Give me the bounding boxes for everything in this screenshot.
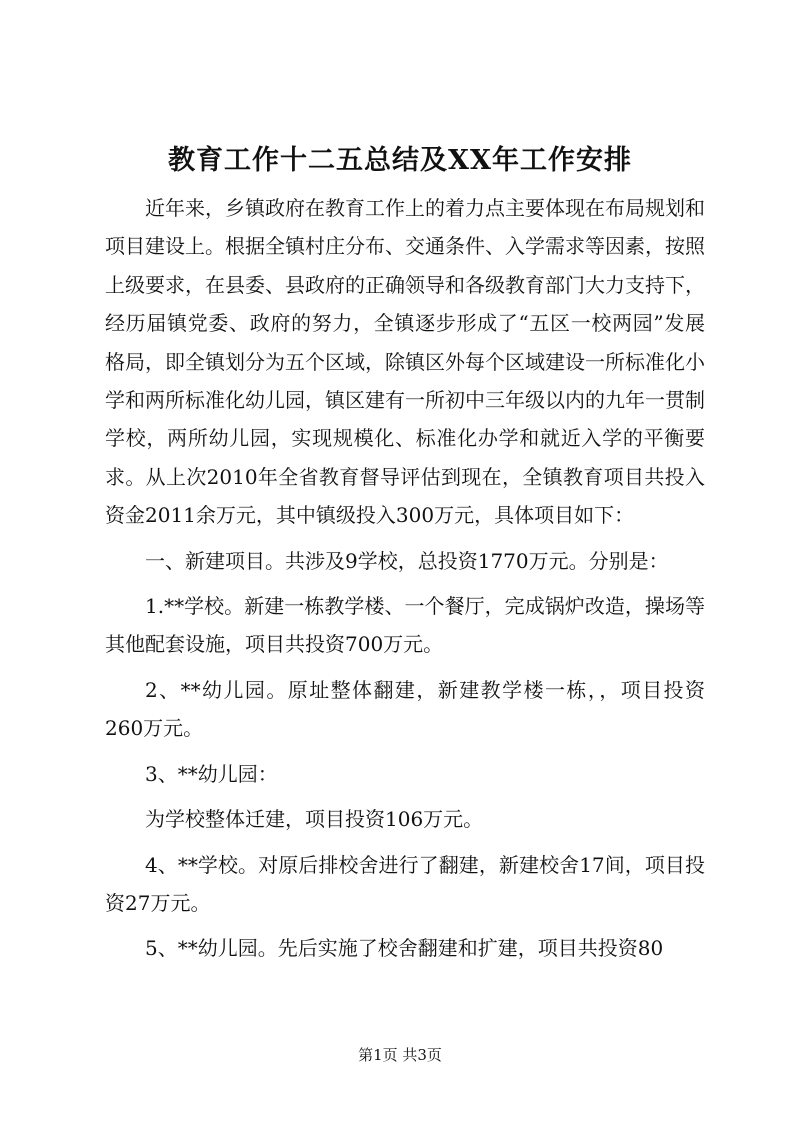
paragraph-item-4: 4、**学校。对原后排校舍进行了翻建，新建校舍17间，项目投资27万元。	[105, 852, 705, 915]
paragraph-item-3-detail: 为学校整体迁建，项目投资106万元。	[145, 807, 484, 832]
paragraph-item-5: 5、**幼儿园。先后实施了校舍翻建和扩建，项目共投资80	[145, 936, 664, 961]
paragraph-item-3: 3、**幼儿园：	[145, 761, 278, 786]
document-body	[105, 189, 705, 968]
paragraph-new-projects: 一、新建项目。共涉及9学校，总投资1770万元。分别是：	[145, 548, 669, 573]
document-title: 教育工作十二五总结及XX年工作安排	[168, 145, 632, 176]
paragraph-item-2: 2、**幼儿园。原址整体翻建，新建教学楼一栋，，项目投资260万元。	[105, 677, 705, 741]
paragraph-intro: 近年来，乡镇政府在教育工作上的着力点主要体现在布局规划和项目建设上。根据全镇村庄分布、交通条件、入学需求等因素，按照上级要求，在县委、县政府的正确领导和各级教育部门大力支持下，经历届镇党委、政府的努力，全镇逐步形成了“五区一校两园”发展格局，即全镇划分为五个区域，除镇区外每个区域建设一所标准化小学和两所标准化幼儿园，镇区建有一所初中三年级以内的九年一贯制学校，两所幼儿园，实现规模化、标准化办学和就近入学的平衡要求。从上次2010年全省教育督导评估到现在，全镇教育项目共投入资金2011余万元，其中镇级投入300万元，具体项目如下：	[105, 196, 705, 528]
page-number: 第1页 共3页	[358, 1046, 442, 1064]
paragraph-item-1: 1.**学校。新建一栋教学楼、一个餐厅，完成锅炉改造，操场等其他配套设施，项目共投资700万元。	[105, 594, 705, 657]
